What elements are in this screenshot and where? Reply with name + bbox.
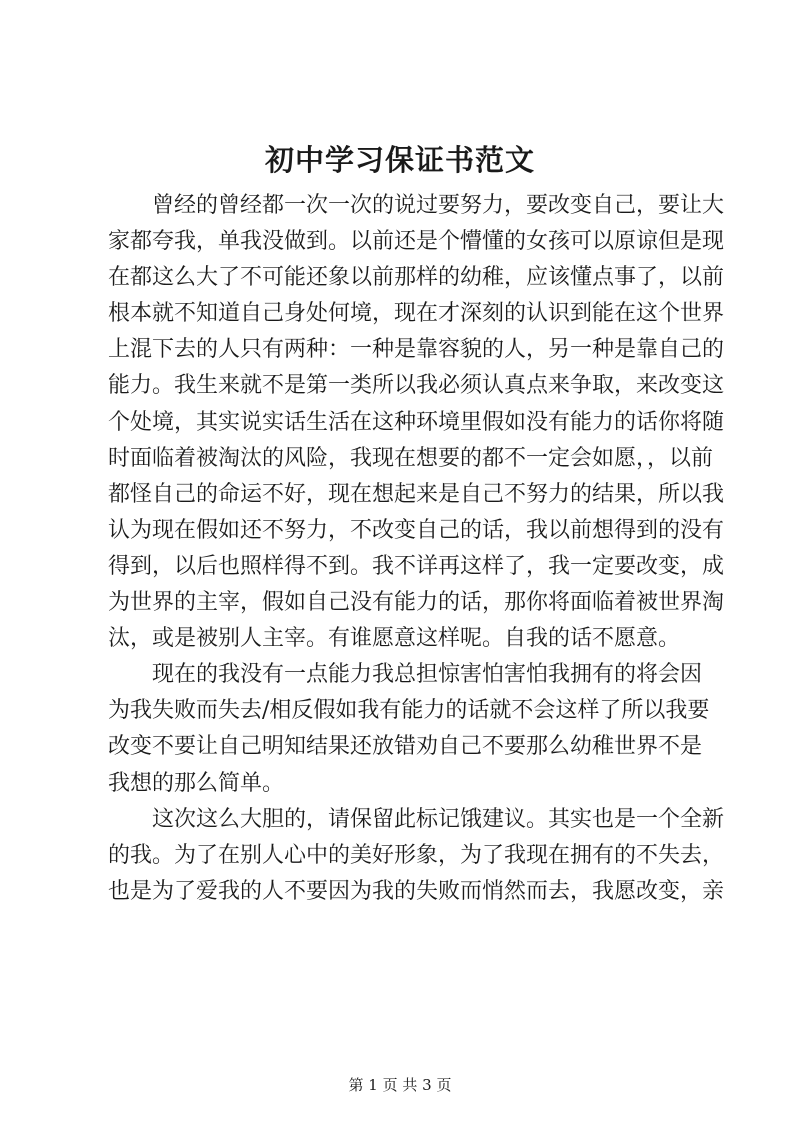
body-line: 汰，或是被别人主宰。有谁愿意这样呢。自我的话不愿意。 bbox=[108, 626, 681, 652]
body-line: 家都夸我，单我没做到。以前还是个懵懂的女孩可以原谅但是现 bbox=[108, 229, 725, 255]
body-line: 得到，以后也照样得不到。我不详再这样了，我一定要改变，成 bbox=[108, 553, 725, 579]
body-line: 为我失败而失去/相反假如我有能力的话就不会这样了所以我要 bbox=[108, 698, 710, 724]
body-line: 这次这么大胆的，请保留此标记饿建议。其实也是一个全新 bbox=[152, 806, 725, 832]
body-line: 能力。我生来就不是第一类所以我必须认真点来争取，来改变这 bbox=[108, 373, 725, 399]
body-line: 的我。为了在别人心中的美好形象，为了我现在拥有的不失去， bbox=[108, 842, 725, 868]
document-title: 初中学习保证书范文 bbox=[264, 143, 535, 177]
body-line: 在都这么大了不可能还象以前那样的幼稚，应该懂点事了，以前 bbox=[108, 265, 725, 291]
body-line: 都怪自己的命运不好，现在想起来是自己不努力的结果，所以我 bbox=[108, 481, 725, 507]
page-footer: 第 1 页 共 3 页 bbox=[348, 1076, 452, 1094]
body-line: 个处境，其实说实话生活在这种环境里假如没有能力的话你将随 bbox=[108, 409, 725, 435]
body-line: 曾经的曾经都一次一次的说过要努力，要改变自己，要让大 bbox=[152, 193, 725, 218]
body-line: 上混下去的人只有两种：一种是靠容貌的人，另一种是靠自己的 bbox=[108, 337, 725, 363]
body-line: 改变不要让自己明知结果还放错劝自己不要那么幼稚世界不是 bbox=[108, 734, 703, 760]
body-line: 为世界的主宰，假如自己没有能力的话，那你将面临着被世界淘 bbox=[108, 590, 725, 616]
body-line: 认为现在假如还不努力，不改变自己的话，我以前想得到的没有 bbox=[108, 517, 725, 543]
body-line: 时面临着被淘汰的风险，我现在想要的都不一定会如愿，，以前 bbox=[108, 445, 714, 471]
body-line: 根本就不知道自己身处何境，现在才深刻的认识到能在这个世界 bbox=[108, 301, 725, 327]
body-line: 也是为了爱我的人不要因为我的失败而悄然而去，我愿改变，亲 bbox=[108, 878, 725, 904]
body-line: 我想的那么简单。 bbox=[108, 770, 285, 796]
body-line: 现在的我没有一点能力我总担惊害怕害怕我拥有的将会因 bbox=[152, 662, 703, 688]
document-body bbox=[108, 188, 725, 910]
